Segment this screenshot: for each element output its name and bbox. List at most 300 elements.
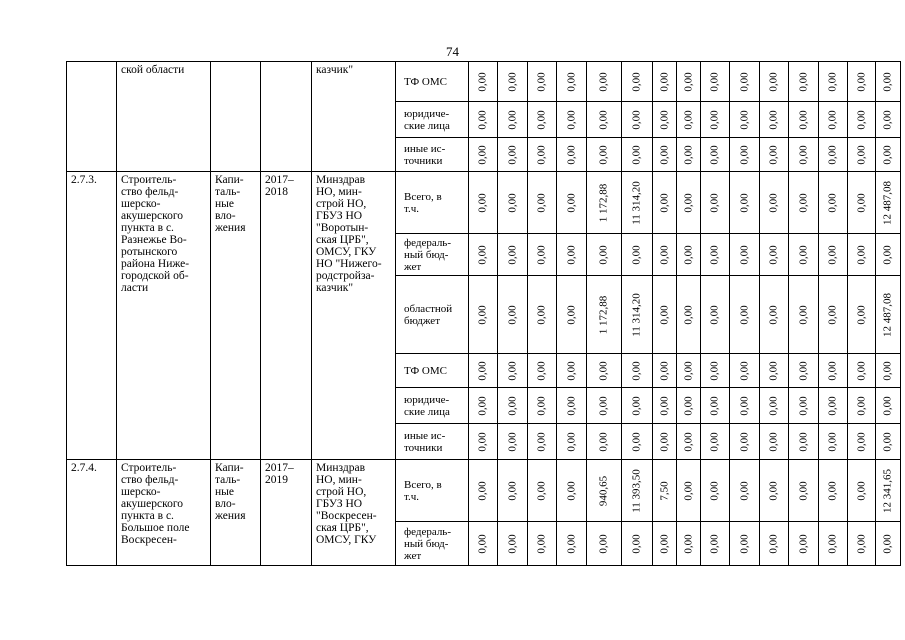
- value-text: 0,00: [630, 109, 643, 130]
- value-cell: [653, 172, 677, 234]
- value-cell: [789, 522, 819, 566]
- value-text: 7,50: [658, 480, 670, 501]
- value-text: 0,00: [708, 395, 721, 416]
- value-cell: [587, 460, 622, 522]
- value-text: 0,00: [855, 395, 867, 416]
- value-text: 0,00: [826, 431, 839, 452]
- value-cell: [789, 172, 819, 234]
- value-text: 0,00: [738, 360, 750, 381]
- value-text: 0,00: [476, 360, 489, 381]
- value-text: 0,00: [535, 71, 548, 92]
- value-cell: [528, 102, 557, 138]
- value-text: 0,00: [767, 533, 780, 554]
- value-text: 0,00: [658, 109, 670, 130]
- value-cell: [498, 172, 528, 234]
- value-cell: [557, 424, 587, 460]
- value-text: 940,65: [597, 475, 610, 506]
- value-text: 0,00: [565, 71, 577, 92]
- value-cell: [819, 276, 848, 354]
- value-cell: [528, 62, 557, 102]
- item-number-cell: 2.7.4.: [67, 460, 117, 566]
- value-cell: [701, 62, 730, 102]
- period-cell: [261, 62, 312, 172]
- value-text: 0,00: [855, 109, 867, 130]
- value-text: 0,00: [535, 360, 548, 381]
- value-cell: [819, 62, 848, 102]
- value-text: 0,00: [630, 431, 643, 452]
- item-name-cell: Строитель- ство фельд- шерско- акушерского пункта в с. Разнежье Во- ротынского района Ниже- городской об- ласти: [117, 172, 211, 460]
- value-cell: [528, 234, 557, 276]
- value-cell: [701, 234, 730, 276]
- value-cell: [730, 102, 760, 138]
- value-cell: [677, 276, 701, 354]
- funding-source-cell: юридиче- ские лица: [396, 388, 469, 424]
- value-cell: [587, 424, 622, 460]
- item-name-cell: Строитель- ство фельд- шерско- акушерского пункта в с. Большое поле Воскресен-: [117, 460, 211, 566]
- value-text: 0,00: [565, 144, 577, 165]
- item-number-cell: 2.7.3.: [67, 172, 117, 460]
- value-text: 0,00: [826, 244, 839, 265]
- value-cell: [498, 388, 528, 424]
- value-text: 0,00: [597, 144, 610, 165]
- value-text: 0,00: [597, 109, 610, 130]
- value-text: 0,00: [630, 533, 643, 554]
- value-cell: [760, 460, 789, 522]
- value-text: 0,00: [597, 395, 610, 416]
- value-cell: [557, 138, 587, 172]
- value-cell: [653, 354, 677, 388]
- value-text: 0,00: [682, 304, 694, 325]
- value-cell: [622, 172, 653, 234]
- value-text: 0,00: [535, 480, 548, 501]
- funding-source-cell: ТФ ОМС: [396, 354, 469, 388]
- value-cell: [498, 102, 528, 138]
- value-cell: [498, 522, 528, 566]
- value-cell: [498, 276, 528, 354]
- value-cell: [876, 522, 901, 566]
- value-cell: [653, 276, 677, 354]
- value-text: 0,00: [476, 304, 489, 325]
- executor-cell: Минздрав НО, мин- строй НО, ГБУЗ НО "Воскресен- ская ЦРБ", ОМСУ, ГКУ: [312, 460, 396, 566]
- value-cell: [498, 62, 528, 102]
- value-cell: [701, 522, 730, 566]
- value-text: 0,00: [506, 109, 518, 130]
- value-cell: [730, 62, 760, 102]
- page-number: 74: [446, 44, 459, 59]
- funding-source-cell: федераль- ный бюд- жет: [396, 522, 469, 566]
- value-cell: [528, 276, 557, 354]
- value-text: 0,00: [797, 192, 809, 213]
- funding-source-cell: юридиче- ские лица: [396, 102, 469, 138]
- value-text: 0,00: [767, 244, 780, 265]
- value-text: 0,00: [797, 533, 809, 554]
- value-cell: [469, 354, 498, 388]
- value-text: 0,00: [658, 71, 670, 92]
- budget-table: [66, 61, 901, 566]
- value-cell: [701, 460, 730, 522]
- value-cell: [677, 102, 701, 138]
- value-cell: [528, 460, 557, 522]
- executor-cell: казчик": [312, 62, 396, 172]
- value-text: 0,00: [658, 244, 670, 265]
- value-text: 0,00: [476, 144, 489, 165]
- value-text: 12 487,08: [881, 292, 894, 337]
- value-cell: [730, 276, 760, 354]
- value-text: 0,00: [881, 71, 894, 92]
- value-cell: [789, 354, 819, 388]
- value-text: 0,00: [565, 395, 577, 416]
- value-cell: [677, 424, 701, 460]
- value-text: 0,00: [658, 533, 670, 554]
- value-text: 0,00: [708, 71, 721, 92]
- value-cell: [622, 388, 653, 424]
- value-text: 0,00: [506, 431, 518, 452]
- value-cell: [876, 234, 901, 276]
- value-cell: [653, 102, 677, 138]
- value-cell: [789, 138, 819, 172]
- value-text: 0,00: [826, 480, 839, 501]
- value-text: 1 172,88: [597, 183, 610, 222]
- value-cell: [701, 388, 730, 424]
- value-cell: [677, 172, 701, 234]
- value-cell: [819, 424, 848, 460]
- value-text: 11 393,50: [630, 468, 643, 513]
- value-cell: [498, 138, 528, 172]
- value-text: 0,00: [826, 360, 839, 381]
- value-cell: [622, 424, 653, 460]
- value-text: 0,00: [476, 480, 489, 501]
- value-cell: [819, 388, 848, 424]
- value-text: 0,00: [738, 304, 750, 325]
- value-text: 0,00: [658, 192, 670, 213]
- value-text: 0,00: [708, 192, 721, 213]
- value-cell: [789, 276, 819, 354]
- value-text: 0,00: [597, 71, 610, 92]
- value-cell: [587, 234, 622, 276]
- value-text: 0,00: [565, 304, 577, 325]
- value-cell: [498, 460, 528, 522]
- value-text: 0,00: [535, 304, 548, 325]
- value-cell: [653, 460, 677, 522]
- value-cell: [848, 522, 876, 566]
- value-text: 0,00: [797, 244, 809, 265]
- value-text: 0,00: [682, 480, 694, 501]
- value-text: 0,00: [565, 360, 577, 381]
- value-cell: [469, 460, 498, 522]
- value-text: 0,00: [658, 360, 670, 381]
- value-cell: [730, 172, 760, 234]
- value-cell: [587, 172, 622, 234]
- value-cell: [469, 102, 498, 138]
- value-text: 1 172,88: [597, 295, 610, 334]
- value-text: 0,00: [767, 109, 780, 130]
- value-cell: [469, 62, 498, 102]
- value-cell: [469, 522, 498, 566]
- value-cell: [587, 388, 622, 424]
- value-cell: [653, 138, 677, 172]
- value-text: 0,00: [797, 360, 809, 381]
- value-text: 0,00: [767, 192, 780, 213]
- value-text: 0,00: [597, 360, 610, 381]
- value-text: 0,00: [682, 431, 694, 452]
- value-cell: [677, 138, 701, 172]
- value-text: 0,00: [826, 192, 839, 213]
- value-cell: [876, 102, 901, 138]
- value-cell: [557, 62, 587, 102]
- value-cell: [848, 276, 876, 354]
- funding-source-cell: Всего, в т.ч.: [396, 460, 469, 522]
- value-cell: [653, 388, 677, 424]
- value-cell: [557, 354, 587, 388]
- value-cell: [876, 172, 901, 234]
- value-text: 0,00: [881, 431, 894, 452]
- value-text: 0,00: [881, 533, 894, 554]
- value-cell: [848, 354, 876, 388]
- value-text: 0,00: [855, 480, 867, 501]
- funding-source-cell: иные ис- точники: [396, 424, 469, 460]
- value-cell: [760, 388, 789, 424]
- value-cell: [469, 138, 498, 172]
- value-text: 0,00: [797, 144, 809, 165]
- value-text: 0,00: [855, 431, 867, 452]
- value-text: 0,00: [767, 395, 780, 416]
- value-text: 0,00: [708, 244, 721, 265]
- value-text: 0,00: [535, 533, 548, 554]
- value-text: 0,00: [565, 192, 577, 213]
- period-cell: 2017– 2018: [261, 172, 312, 460]
- value-cell: [730, 138, 760, 172]
- value-text: 0,00: [738, 192, 750, 213]
- value-cell: [528, 522, 557, 566]
- value-cell: [701, 172, 730, 234]
- value-text: 0,00: [535, 144, 548, 165]
- value-cell: [701, 276, 730, 354]
- value-text: 0,00: [826, 533, 839, 554]
- value-cell: [760, 424, 789, 460]
- value-text: 0,00: [826, 109, 839, 130]
- value-cell: [789, 62, 819, 102]
- funding-source-cell: ТФ ОМС: [396, 62, 469, 102]
- value-text: 0,00: [535, 395, 548, 416]
- value-text: 0,00: [682, 395, 694, 416]
- value-text: 0,00: [767, 360, 780, 381]
- value-cell: [622, 234, 653, 276]
- value-cell: [848, 234, 876, 276]
- value-cell: [469, 424, 498, 460]
- value-text: 0,00: [797, 71, 809, 92]
- value-text: 0,00: [630, 71, 643, 92]
- value-cell: [557, 460, 587, 522]
- value-text: 0,00: [476, 244, 489, 265]
- value-text: 0,00: [738, 395, 750, 416]
- value-cell: [557, 102, 587, 138]
- value-cell: [819, 354, 848, 388]
- value-cell: [557, 522, 587, 566]
- value-cell: [701, 424, 730, 460]
- value-text: 0,00: [708, 109, 721, 130]
- value-cell: [760, 172, 789, 234]
- value-cell: [528, 172, 557, 234]
- value-text: 0,00: [855, 360, 867, 381]
- value-text: 0,00: [826, 395, 839, 416]
- value-text: 0,00: [476, 71, 489, 92]
- value-text: 0,00: [797, 395, 809, 416]
- value-cell: [587, 62, 622, 102]
- value-cell: [622, 62, 653, 102]
- value-cell: [876, 460, 901, 522]
- value-cell: [498, 424, 528, 460]
- period-cell: 2017– 2019: [261, 460, 312, 566]
- value-text: 0,00: [565, 431, 577, 452]
- value-text: 0,00: [738, 244, 750, 265]
- value-text: 12 341,65: [881, 468, 894, 513]
- value-cell: [760, 138, 789, 172]
- value-text: 0,00: [767, 71, 780, 92]
- value-text: 0,00: [476, 533, 489, 554]
- value-cell: [701, 138, 730, 172]
- table-row: [67, 460, 901, 522]
- value-text: 0,00: [797, 480, 809, 501]
- value-cell: [760, 234, 789, 276]
- value-text: 0,00: [738, 480, 750, 501]
- value-cell: [730, 460, 760, 522]
- value-cell: [469, 234, 498, 276]
- value-text: 0,00: [506, 304, 518, 325]
- value-text: 0,00: [738, 71, 750, 92]
- value-text: 0,00: [881, 360, 894, 381]
- value-cell: [622, 276, 653, 354]
- value-text: 0,00: [708, 360, 721, 381]
- value-cell: [622, 460, 653, 522]
- value-cell: [528, 138, 557, 172]
- table-row: [67, 62, 901, 102]
- value-cell: [789, 460, 819, 522]
- value-cell: [498, 354, 528, 388]
- value-cell: [789, 388, 819, 424]
- value-cell: [760, 62, 789, 102]
- value-text: 0,00: [738, 431, 750, 452]
- value-cell: [557, 234, 587, 276]
- expense-type-cell: Капи- таль- ные вло- жения: [211, 460, 261, 566]
- value-text: 0,00: [738, 533, 750, 554]
- value-cell: [677, 388, 701, 424]
- value-text: 0,00: [597, 244, 610, 265]
- value-cell: [876, 276, 901, 354]
- value-cell: [730, 424, 760, 460]
- value-text: 0,00: [855, 144, 867, 165]
- value-text: 0,00: [658, 304, 670, 325]
- value-text: 0,00: [535, 431, 548, 452]
- value-cell: [730, 522, 760, 566]
- value-cell: [848, 460, 876, 522]
- value-cell: [528, 354, 557, 388]
- value-text: 0,00: [855, 192, 867, 213]
- value-cell: [819, 172, 848, 234]
- value-cell: [677, 460, 701, 522]
- value-cell: [848, 172, 876, 234]
- value-text: 0,00: [708, 480, 721, 501]
- value-text: 0,00: [855, 244, 867, 265]
- value-text: 0,00: [597, 533, 610, 554]
- value-text: 0,00: [855, 533, 867, 554]
- value-text: 0,00: [767, 304, 780, 325]
- value-cell: [653, 234, 677, 276]
- value-text: 0,00: [797, 431, 809, 452]
- item-number-cell: [67, 62, 117, 172]
- table-row: [67, 172, 901, 234]
- value-cell: [848, 62, 876, 102]
- value-cell: [819, 522, 848, 566]
- funding-source-cell: иные ис- точники: [396, 138, 469, 172]
- value-text: 0,00: [708, 431, 721, 452]
- value-text: 0,00: [506, 395, 518, 416]
- value-text: 0,00: [767, 144, 780, 165]
- value-cell: [622, 102, 653, 138]
- value-text: 0,00: [767, 480, 780, 501]
- value-text: 0,00: [658, 431, 670, 452]
- value-cell: [789, 424, 819, 460]
- value-text: 0,00: [506, 192, 518, 213]
- value-cell: [848, 388, 876, 424]
- value-text: 0,00: [826, 144, 839, 165]
- value-text: 0,00: [565, 533, 577, 554]
- value-cell: [876, 138, 901, 172]
- value-text: 0,00: [506, 533, 518, 554]
- value-text: 0,00: [476, 109, 489, 130]
- value-cell: [622, 138, 653, 172]
- value-text: 0,00: [565, 244, 577, 265]
- value-text: 0,00: [476, 431, 489, 452]
- value-text: 0,00: [738, 144, 750, 165]
- value-text: 0,00: [881, 395, 894, 416]
- value-cell: [557, 276, 587, 354]
- expense-type-cell: [211, 62, 261, 172]
- value-cell: [876, 388, 901, 424]
- value-text: 0,00: [597, 431, 610, 452]
- value-cell: [557, 388, 587, 424]
- value-cell: [730, 388, 760, 424]
- value-cell: [653, 62, 677, 102]
- value-text: 0,00: [630, 360, 643, 381]
- value-cell: [677, 62, 701, 102]
- value-cell: [789, 234, 819, 276]
- value-text: 0,00: [682, 244, 694, 265]
- value-text: 0,00: [708, 304, 721, 325]
- value-cell: [819, 102, 848, 138]
- value-cell: [677, 234, 701, 276]
- value-text: 0,00: [630, 244, 643, 265]
- value-cell: [557, 172, 587, 234]
- expense-type-cell: Капи- таль- ные вло- жения: [211, 172, 261, 460]
- value-text: 0,00: [658, 144, 670, 165]
- value-cell: [730, 234, 760, 276]
- value-cell: [876, 424, 901, 460]
- value-text: 0,00: [565, 109, 577, 130]
- value-text: 0,00: [476, 395, 489, 416]
- value-cell: [789, 102, 819, 138]
- value-text: 0,00: [797, 304, 809, 325]
- value-text: 0,00: [506, 144, 518, 165]
- value-cell: [587, 522, 622, 566]
- value-cell: [469, 172, 498, 234]
- value-text: 0,00: [658, 395, 670, 416]
- value-cell: [730, 354, 760, 388]
- value-text: 0,00: [630, 395, 643, 416]
- value-text: 11 314,20: [630, 292, 643, 337]
- funding-source-cell: Всего, в т.ч.: [396, 172, 469, 234]
- value-cell: [876, 354, 901, 388]
- value-cell: [469, 388, 498, 424]
